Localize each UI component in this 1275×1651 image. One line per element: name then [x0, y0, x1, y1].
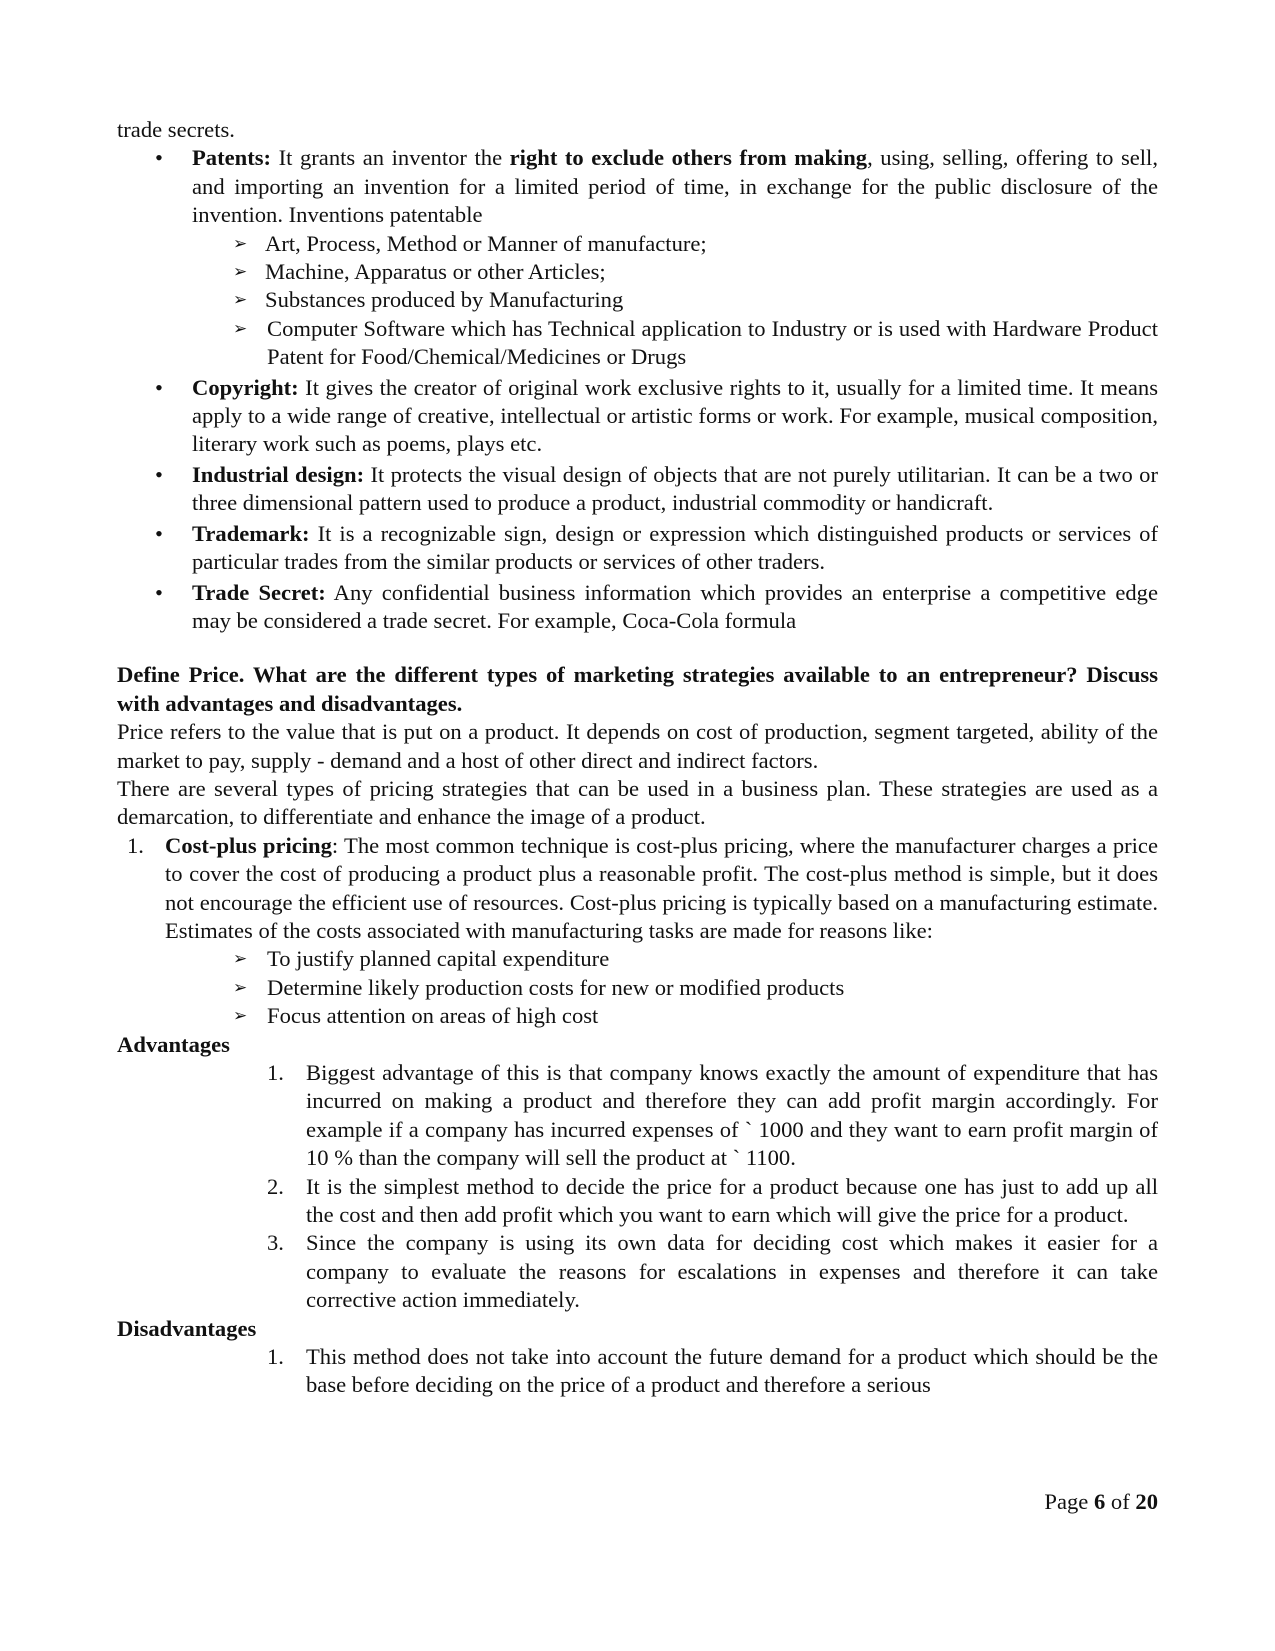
page-word: Page	[1044, 1489, 1089, 1514]
bullet-icon: •	[155, 461, 163, 487]
patentable-item	[117, 286, 1158, 314]
advantage-text: Since the company is using its own data for deciding cost which makes it easier for a company to evaluate the reasons for escalations in expenses and therefore it can take corrective action immediately.	[306, 1230, 1158, 1313]
disadvantages-heading	[117, 1315, 1158, 1343]
total-pages: 20	[1135, 1489, 1158, 1514]
term-trademark: Trademark:	[192, 520, 310, 546]
arrow-bullet-icon: ➢	[233, 977, 248, 998]
bullet-icon: •	[155, 374, 163, 400]
trade-secret-text: Any confidential business information which provides an enterprise a competitive edge may be considered a trade secret. For example, Coca-Cola formula	[192, 579, 1158, 633]
arrow-bullet-icon: ➢	[233, 318, 248, 339]
advantage-item	[117, 1229, 1158, 1314]
cost-reason-item	[117, 974, 1158, 1002]
cost-reason-text: Focus attention on areas of high cost	[267, 1003, 599, 1029]
cost-reason-text: Determine likely production costs for new or modified products	[267, 974, 845, 1000]
cost-plus-item	[117, 832, 1158, 946]
page-content	[117, 116, 1158, 1400]
patentable-item-text: Machine, Apparatus or other Articles;	[265, 259, 606, 285]
arrow-bullet-icon: ➢	[233, 262, 248, 283]
patents-text-b: , using, selling, offering to sell, and importing an invention for a limited period of time, in exchange for the public disclosure of the invention. Inventions patentable	[192, 145, 1158, 228]
patentable-item-text: Substances produced by Manufacturing	[265, 287, 624, 313]
question-heading	[117, 661, 1158, 718]
advantages-heading-text: Advantages	[117, 1031, 230, 1057]
question-text: Define Price. What are the different types of marketing strategies available to an entrepreneur? Discuss with advantages and disadvantages.	[117, 662, 1158, 716]
industrial-design-text: It protects the visual design of objects that are not purely utilitarian. It can be a two or three dimensional pattern used to produce a product, industrial commodity or handicraft.	[192, 461, 1158, 516]
bullet-trade-secret	[117, 579, 1158, 636]
cost-plus-text: : The most common technique is cost-plus pricing, where the manufacturer charges a price to cover the cost of producing a product plus a reasonable profit. The cost-plus method is simple, but it does not encourage the efficient use of resources. Cost-plus pricing is typically based on a manufacturing estimate. Estimates of the costs associated with manufacturing tasks are made for reasons like:	[165, 832, 1158, 943]
term-patents: Patents:	[192, 145, 272, 171]
advantage-item	[117, 1173, 1158, 1230]
cost-reason-item	[117, 1002, 1158, 1030]
patentable-item	[117, 230, 1158, 258]
arrow-bullet-icon: ➢	[233, 949, 248, 970]
disadvantage-text: This method does not take into account the future demand for a product which should be the base before deciding on the price of a product and therefore a serious	[306, 1344, 1158, 1398]
cost-reason-item	[117, 945, 1158, 973]
bullet-trademark	[117, 520, 1158, 577]
patentable-item-text: Computer Software which has Technical application to Industry or is used with Hardware Product Patent for Food/Chemical/Medicines or Drugs	[267, 315, 1158, 370]
item-number: 1.	[267, 1344, 284, 1370]
of-word: of	[1110, 1489, 1130, 1514]
bullet-icon: •	[155, 579, 163, 605]
patentable-item-text: Art, Process, Method or Manner of manufacture;	[265, 230, 707, 256]
trademark-text: It is a recognizable sign, design or expression which distinguished products or services of particular trades from the similar products or services of other traders.	[192, 520, 1158, 575]
advantage-text: Biggest advantage of this is that company knows exactly the amount of expenditure that has incurred on making a product and therefore they can add profit margin accordingly. For example if a company has incurred expenses of ` 1000 and they want to earn profit margin of 10 % than the company will sell the product at ` 1100.	[306, 1060, 1158, 1171]
patentable-item	[117, 315, 1158, 372]
bullet-patents	[117, 144, 1158, 229]
bullet-icon: •	[155, 520, 163, 546]
price-definition: Price refers to the value that is put on a product. It depends on cost of production, segment targeted, ability of the market to pay, supply - demand and a host of other direct and indirect factors.	[117, 719, 1158, 773]
patentable-item	[117, 258, 1158, 286]
term-cost-plus: Cost-plus pricing	[165, 832, 332, 858]
term-industrial-design: Industrial design:	[192, 461, 365, 487]
patents-text-a: It grants an inventor the	[271, 145, 510, 171]
arrow-bullet-icon: ➢	[233, 233, 248, 254]
term-trade-secret: Trade Secret:	[192, 579, 326, 605]
arrow-bullet-icon: ➢	[233, 290, 248, 311]
copyright-text: It gives the creator of original work exclusive rights to it, usually for a limited time. It means apply to a wide range of creative, intellectual or artistic forms or work. For example, musical composition, literary work such as poems, plays etc.	[192, 374, 1158, 457]
current-page: 6	[1093, 1489, 1106, 1514]
item-number: 1.	[267, 1060, 284, 1085]
page-number-footer	[1044, 1488, 1158, 1516]
bullet-industrial-design	[117, 461, 1158, 518]
intro-line: trade secrets.	[117, 117, 235, 142]
pricing-intro: There are several types of pricing strategies that can be used in a business plan. These strategies are used as a demarcation, to differentiate and enhance the image of a product.	[117, 775, 1158, 830]
advantages-heading	[117, 1031, 1158, 1059]
term-copyright: Copyright:	[192, 374, 299, 400]
disadvantages-heading-text: Disadvantages	[117, 1315, 257, 1341]
advantage-text: It is the simplest method to decide the price for a product because one has just to add up all the cost and then add profit which you want to earn which will give the price for a product.	[306, 1173, 1158, 1228]
disadvantage-item	[117, 1343, 1158, 1400]
bullet-icon: •	[155, 145, 163, 171]
bullet-copyright	[117, 374, 1158, 459]
item-number: 1.	[127, 832, 144, 858]
arrow-bullet-icon: ➢	[233, 1006, 248, 1027]
item-number: 3.	[267, 1230, 284, 1256]
patents-bold: right to exclude others from making	[509, 145, 868, 171]
cost-reason-text: To justify planned capital expenditure	[267, 946, 610, 972]
advantage-item	[117, 1059, 1158, 1173]
item-number: 2.	[267, 1173, 284, 1199]
